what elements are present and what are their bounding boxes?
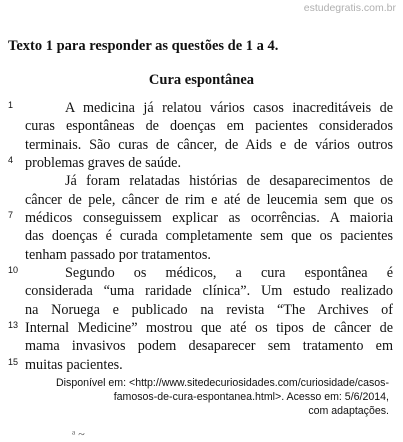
line-number: 15 (8, 356, 19, 367)
line-number: 10 (8, 265, 19, 276)
text-line (0, 209, 403, 227)
line-text: muitas pacientes. (25, 356, 123, 373)
text-line (0, 356, 403, 374)
text-line (0, 282, 403, 300)
source-line-2: famosos-de-cura-espontanea.html>. Acesso em: 5/6/2014, (113, 391, 389, 403)
line-text: Segundo os médicos, a cura espontânea é (65, 265, 393, 282)
line-text: tenham passado por tratamentos. (25, 246, 211, 263)
line-text: Já foram relatadas histórias de desaparecimentos de (65, 173, 393, 190)
text-line (0, 99, 403, 117)
text-line (0, 246, 403, 264)
line-text: terminais. São curas de câncer, de Aids e de vários outros (25, 136, 393, 153)
text-line (0, 301, 403, 319)
text-line (0, 319, 403, 337)
text-line (0, 191, 403, 209)
text-line (0, 337, 403, 355)
line-text: curas espontâneas de doenças em pacientes considerados (25, 118, 393, 135)
line-number: 13 (8, 320, 19, 331)
source-citation (56, 376, 389, 418)
line-text: das doenças é curada completamente sem que os pacientes (25, 228, 393, 245)
line-text: considerada “uma raridade clínica”. Um estudo realizado (25, 283, 393, 300)
line-number: 7 (8, 210, 14, 221)
question-heading: Texto 1 para responder as questões de 1 a 4. (8, 38, 279, 54)
line-number: 1 (8, 100, 14, 110)
line-text: câncer de pele, câncer de rim e até de leucemia sem que os (25, 191, 393, 208)
text-line (0, 117, 403, 135)
text-title: Cura espontânea (148, 72, 255, 88)
line-text: mama invasivos podem desaparecer sem tratamento em (25, 338, 393, 355)
site-watermark: estudegratis.com.br (303, 2, 396, 14)
text-line (0, 264, 403, 282)
line-text: Internal Medicine” mostrou que até os tipos de câncer de (25, 320, 393, 337)
source-line-3: com adaptações. (308, 405, 389, 417)
source-line-1: Disponível em: <http://www.sitedecuriosidades.com/curiosidade/casos- (56, 377, 389, 389)
line-text: na Noruega e publicado na revista “The Archives of (25, 301, 393, 318)
text-line (0, 172, 403, 190)
text-line (0, 227, 403, 245)
text-line (0, 154, 403, 172)
line-text: problemas graves de saúde. (25, 155, 182, 172)
line-text: A medicina já relatou vários casos inacreditáveis de (65, 100, 393, 116)
line-number: 4 (8, 155, 14, 166)
cut-off-text: ᵃ ~ (72, 427, 85, 441)
line-text: médicos conseguissem explicar as ocorrências. A maioria (25, 210, 393, 227)
text-body (0, 99, 403, 374)
text-line (0, 136, 403, 154)
